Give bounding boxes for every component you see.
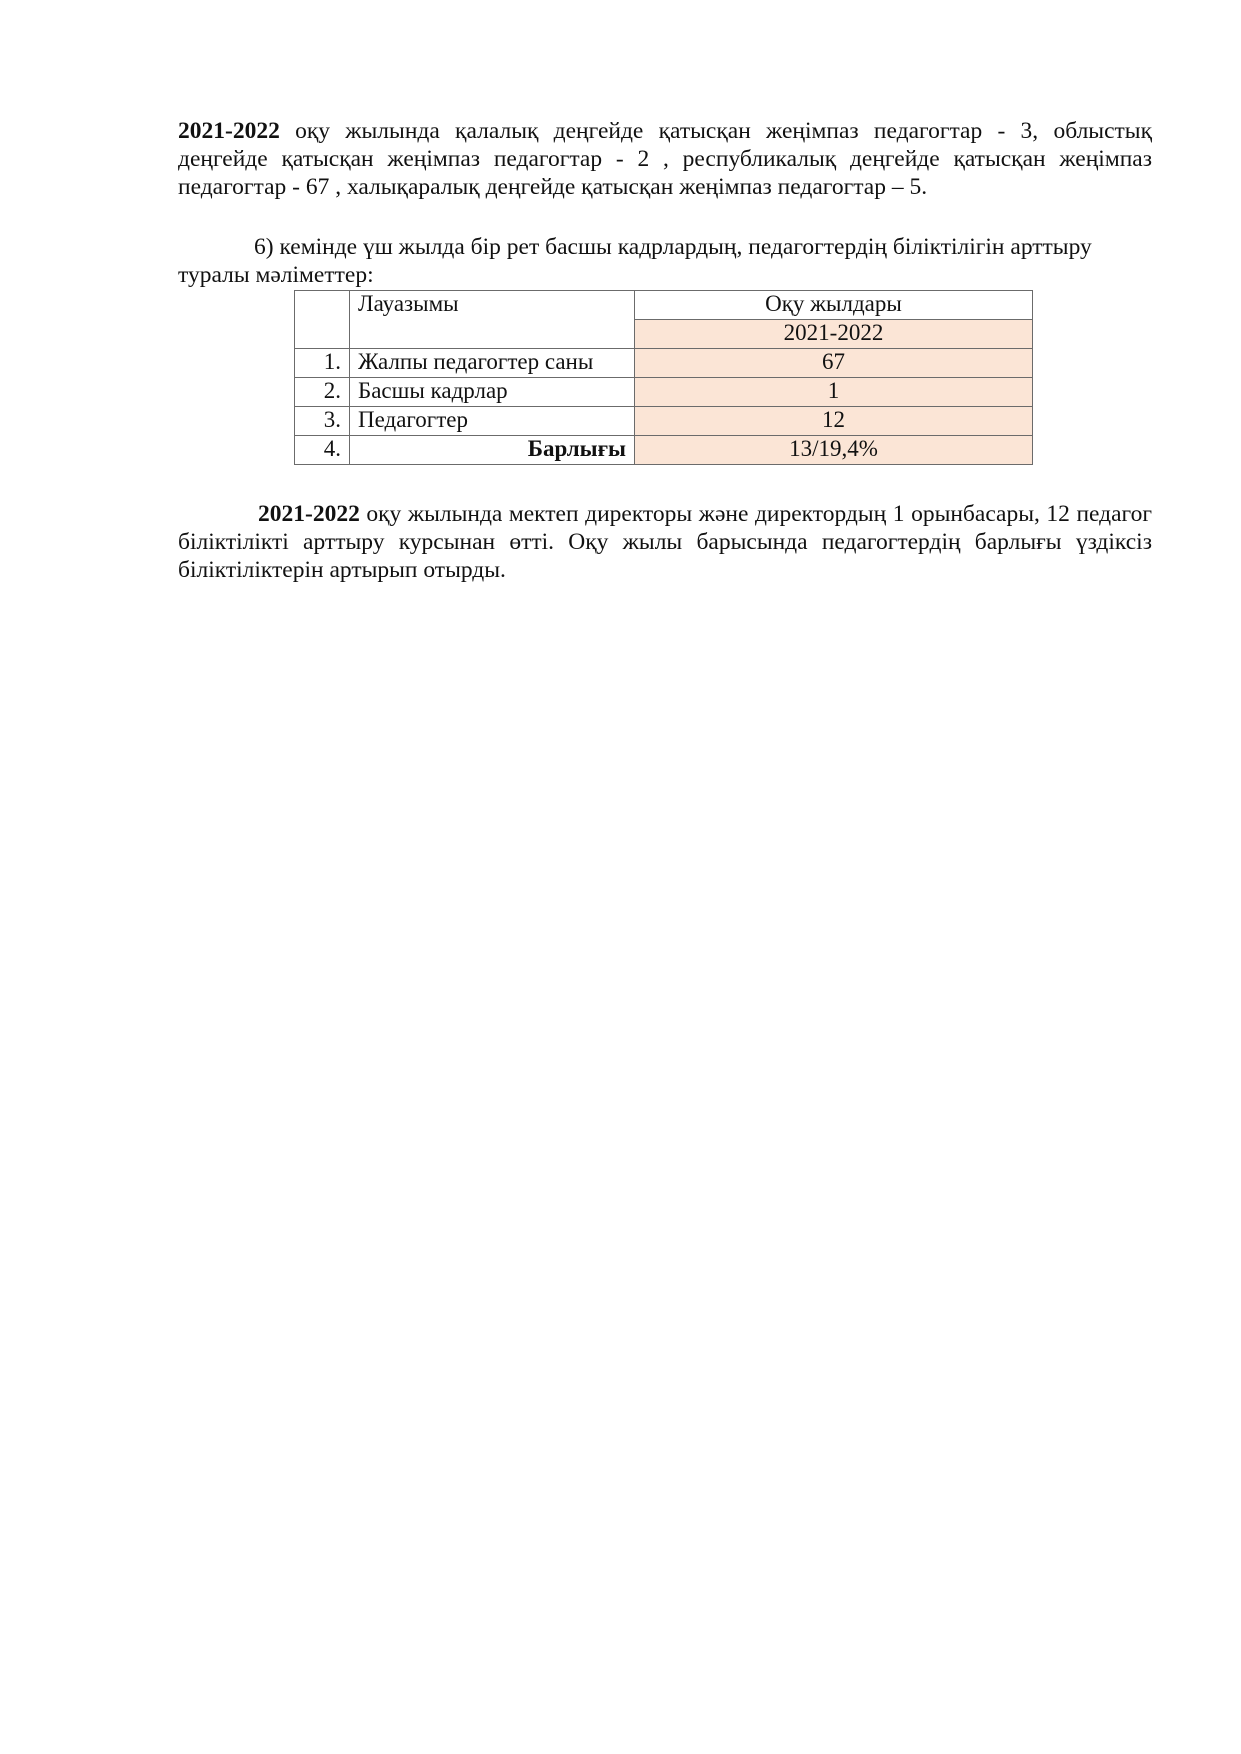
paragraph-winners-text: оқу жылында қалалық деңгейде қатысқан жеңімпаз педагогтар - 3, облыстық деңгейде қатысқан жеңімпаз педагогтар - 2 , республикалық деңгейде қатысқан жеңімпаз педагогтар - 67 , халықаралық деңгейде қатысқан жеңімпаз педагогтар – 5. [178, 118, 1152, 200]
header-position-cell: Лауазымы [350, 291, 635, 349]
paragraph-courses-text: оқу жылында мектеп директоры және директордың 1 орынбасары, 12 педагог біліктілікті арттыру курсынан өтті. Оқу жылы барысында педагогтердің барлығы үздіксіз біліктіліктерін артырып отырды. [178, 501, 1152, 583]
table-row [295, 378, 1033, 407]
paragraph-courses-year: 2021-2022 [258, 501, 360, 527]
row-value-cell: 1 [635, 378, 1033, 407]
total-label-cell: Барлығы [350, 436, 635, 465]
qualification-table [294, 290, 1033, 465]
row-num-cell: 1. [295, 349, 350, 378]
paragraph-courses [178, 500, 1152, 584]
row-value-cell: 67 [635, 349, 1033, 378]
table-header-row [295, 291, 1033, 320]
row-name-cell: Жалпы педагогтер саны [350, 349, 635, 378]
row-value-cell: 12 [635, 407, 1033, 436]
paragraph-qualification-intro: 6) кемінде үш жылда бір рет басшы кадрлардың, педагогтердің біліктілігін арттыру туралы мәліметтер: [178, 234, 1092, 288]
row-name-cell: Басшы кадрлар [350, 378, 635, 407]
header-years-cell: Оқу жылдары [635, 291, 1033, 320]
table-row [295, 407, 1033, 436]
paragraph-winners-year: 2021-2022 [178, 118, 280, 144]
total-num-cell: 4. [295, 436, 350, 465]
table-row [295, 349, 1033, 378]
table-total-row [295, 436, 1033, 465]
header-num-cell [295, 291, 350, 349]
row-num-cell: 3. [295, 407, 350, 436]
paragraph-winners [178, 117, 1152, 201]
header-year-cell: 2021-2022 [635, 320, 1033, 349]
row-num-cell: 2. [295, 378, 350, 407]
total-value-cell: 13/19,4% [635, 436, 1033, 465]
row-name-cell: Педагогтер [350, 407, 635, 436]
